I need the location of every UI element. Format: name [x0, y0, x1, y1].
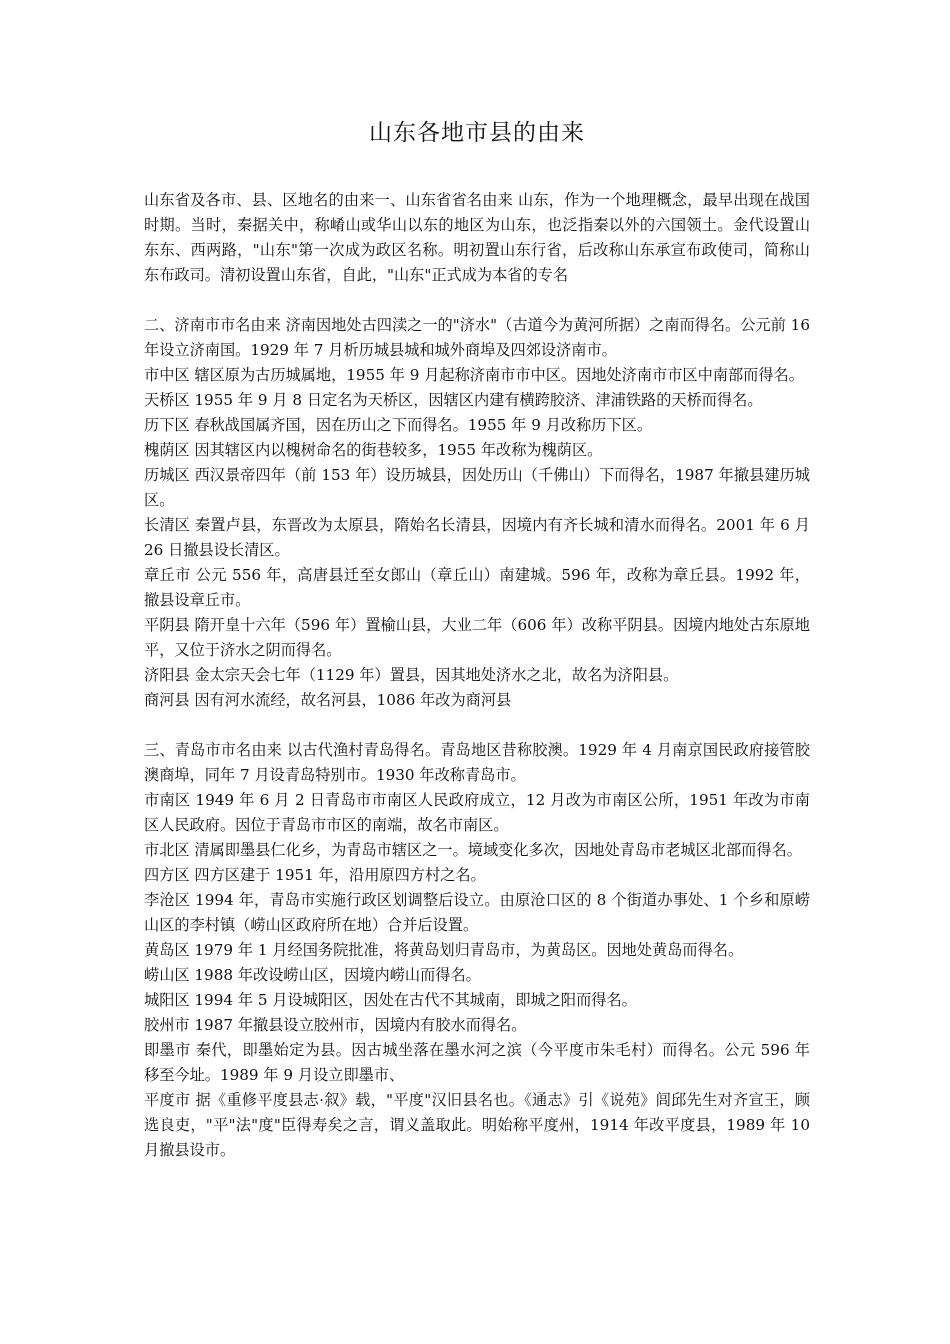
qingdao-jiaozhou-paragraph: 胶州市 1987 年撤县设立胶州市，因境内有胶水而得名。 — [144, 1016, 527, 1034]
jinan-shizhong-paragraph: 市中区 辖区原为古历城属地，1955 年 9 月起称济南市市中区。因地处济南市市区中南部而得名。 — [144, 366, 804, 384]
section-gap — [144, 713, 810, 738]
jinan-huaiyin-paragraph: 槐荫区 因其辖区内以槐树命名的街巷较多，1955 年改称为槐荫区。 — [144, 441, 603, 459]
qingdao-shinan-paragraph: 市南区 1949 年 6 月 2 日青岛市市南区人民政府成立，12 月改为市南区公所，1951 年改为市南区人民政府。因位于青岛市市区的南端，故名市南区。 — [144, 791, 810, 834]
qingdao-sifang-paragraph: 四方区 四方区建于 1951 年，沿用原四方村之名。 — [144, 866, 486, 884]
qingdao-laoshan-paragraph: 崂山区 1988 年改设崂山区，因境内崂山而得名。 — [144, 966, 481, 984]
jinan-lixia-paragraph: 历下区 春秋战国属齐国，因在历山之下而得名。1955 年 9 月改称历下区。 — [144, 416, 653, 434]
document-title: 山东各地市县的由来 — [369, 120, 585, 146]
jinan-heading-paragraph: 二、济南市市名由来 济南因地处古四渎之一的"济水"（古道今为黄河所据）之南而得名。公元前 16 年设立济南国。1929 年 7 月析历城县城和城外商埠及四郊设济南市。 — [144, 316, 810, 359]
qingdao-section — [144, 738, 810, 1163]
qingdao-shibei-paragraph: 市北区 清属即墨县仁化乡，为青岛市辖区之一。境域变化多次，因地处青岛市老城区北部而得名。 — [144, 841, 802, 859]
section-gap — [144, 288, 810, 313]
jinan-zhangqiu-paragraph: 章丘市 公元 556 年，高唐县迁至女郎山（章丘山）南建城。596 年，改称为章丘县。1992 年，撤县设章丘市。 — [144, 566, 810, 609]
qingdao-licang-paragraph: 李沧区 1994 年，青岛市实施行政区划调整后设立。由原沧口区的 8 个街道办事处、1 个乡和原崂山区的李村镇（崂山区政府所在地）合并后设置。 — [144, 891, 810, 934]
jinan-licheng-paragraph: 历城区 西汉景帝四年（前 153 年）设历城县，因处历山（千佛山）下而得名，1987 年撤县建历城区。 — [144, 466, 810, 509]
qingdao-chengyang-paragraph: 城阳区 1994 年 5 月设城阳区，因处在古代不其城南，即城之阳而得名。 — [144, 991, 637, 1009]
jinan-tianqiao-paragraph: 天桥区 1955 年 9 月 8 日定名为天桥区，因辖区内建有横跨胶济、津浦铁路的天桥而得名。 — [144, 391, 763, 409]
intro-paragraph: 山东省及各市、县、区地名的由来一、山东省省名由来 山东，作为一个地理概念，最早出现在战国时期。当时，秦据关中，称崤山或华山以东的地区为山东，也泛指秦以外的六国领土。金代设置山东东、西两路，"山东"第一次成为政区名称。明初置山东行省，后改称山东承宣布政使司，简称山东布政司。清初设置山东省，自此，"山东"正式成为本省的专名 — [144, 191, 810, 284]
jinan-pingyin-paragraph: 平阴县 隋开皇十六年（596 年）置榆山县，大业二年（606 年）改称平阴县。因境内地处古东原地平，又位于济水之阴而得名。 — [144, 616, 810, 659]
jinan-section — [144, 313, 810, 713]
jinan-shanghe-paragraph: 商河县 因有河水流经，故名河县，1086 年改为商河县 — [144, 691, 512, 709]
qingdao-pingdu-paragraph: 平度市 据《重修平度县志·叙》载，"平度"汉旧县名也。《通志》引《说苑》闾邱先生对齐宣王，顾选良吏，"平"法"度"臣得寿矣之言，谓义盖取此。明始称平度州，1914 年改平度县，1989 年 10 月撤县设市。 — [144, 1091, 810, 1159]
qingdao-heading-paragraph: 三、青岛市市名由来 以古代渔村青岛得名。青岛地区昔称胶澳。1929 年 4 月南京国民政府接管胶澳商埠，同年 7 月设青岛特别市。1930 年改称青岛市。 — [144, 741, 810, 784]
document-body — [144, 188, 810, 1163]
qingdao-jimo-paragraph: 即墨市 秦代，即墨始定为县。因古城坐落在墨水河之滨（今平度市朱毛村）而得名。公元 596 年移至今址。1989 年 9 月设立即墨市、 — [144, 1041, 810, 1084]
qingdao-huangdao-paragraph: 黄岛区 1979 年 1 月经国务院批准，将黄岛划归青岛市，为黄岛区。因地处黄岛而得名。 — [144, 941, 744, 959]
jinan-jiyang-paragraph: 济阳县 金太宗天会七年（1129 年）置县，因其地处济水之北，故名为济阳县。 — [144, 666, 679, 684]
jinan-changqing-paragraph: 长清区 秦置卢县，东晋改为太原县，隋始名长清县，因境内有齐长城和清水而得名。2001 年 6 月 26 日撤县设长清区。 — [144, 516, 810, 559]
